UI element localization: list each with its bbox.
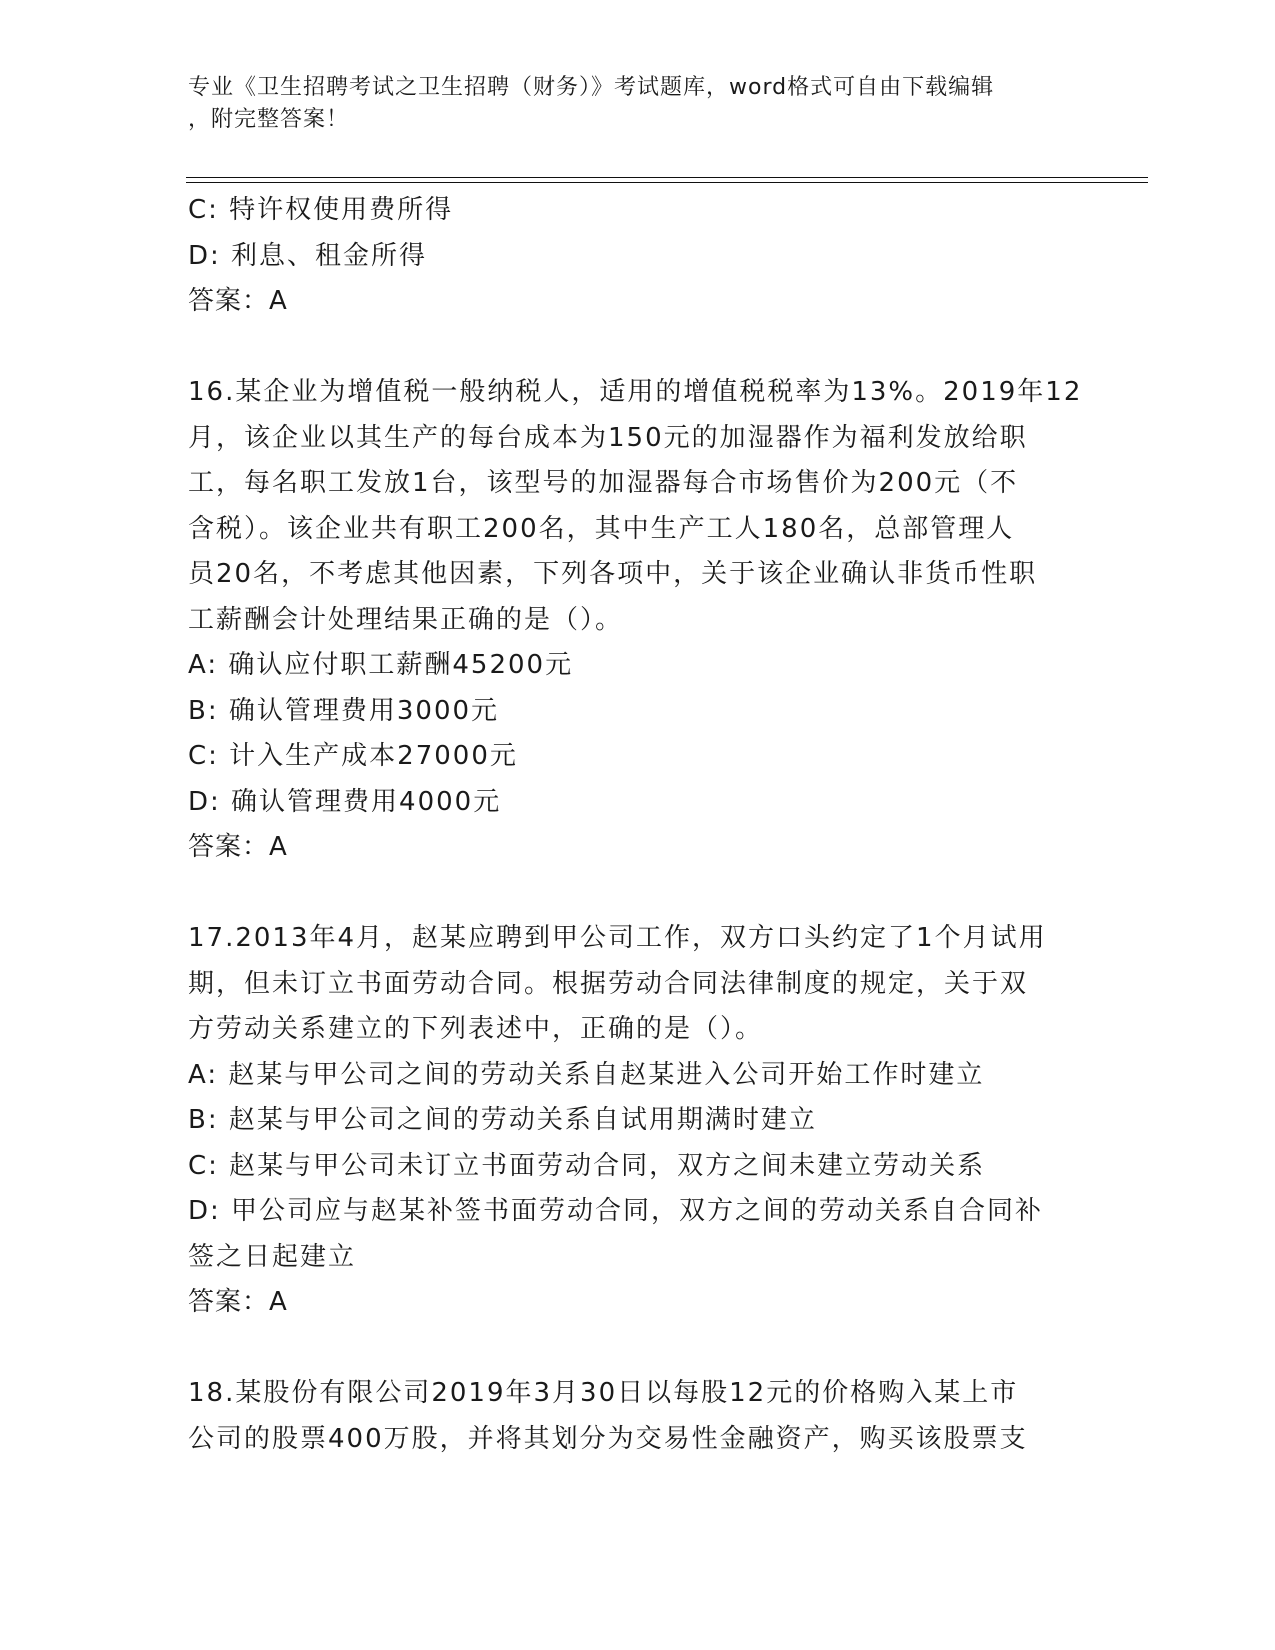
question-18-block <box>188 1371 1088 1462</box>
option-d: D: 利息、租金所得 <box>188 240 428 271</box>
option-a: A: 确认应付职工薪酬45200元 <box>188 650 574 680</box>
option-c: C: 赵某与甲公司未订立书面劳动合同，双方之间未建立劳动关系 <box>188 1150 986 1181</box>
question-16-line: 含税）。该企业共有职工200名，其中生产工人180名，总部管理人 <box>188 513 1015 544</box>
question-17-block <box>188 916 1088 1326</box>
question-16-line: 月，该企业以其生产的每台成本为150元的加湿器作为福利发放给职 <box>188 422 1028 453</box>
header-rule-bottom <box>186 182 1148 183</box>
question-17-line: 期，但未订立书面劳动合同。根据劳动合同法律制度的规定，关于双 <box>188 968 1029 999</box>
question-17-line: 17.2013年4月，赵某应聘到甲公司工作，双方口头约定了1个月试用 <box>188 923 1047 953</box>
question-16-line: 工，每名职工发放1台，该型号的加湿器每合市场售价为200元（不 <box>188 468 1019 498</box>
header-rule-top <box>186 177 1148 178</box>
option-a: A: 赵某与甲公司之间的劳动关系自赵某进入公司开始工作时建立 <box>188 1059 985 1090</box>
option-d: D: 确认管理费用4000元 <box>188 786 502 817</box>
option-b: B: 确认管理费用3000元 <box>188 695 500 726</box>
answer: 答案：A <box>188 832 288 862</box>
spacer <box>188 871 1088 917</box>
question-16-line: 工薪酬会计处理结果正确的是（）。 <box>188 604 624 635</box>
spacer <box>188 1326 1088 1372</box>
document-body <box>188 188 1088 1462</box>
question-16-line: 员20名，不考虑其他因素，下列各项中，关于该企业确认非货币性职 <box>188 559 1038 589</box>
question-18-line: 18.某股份有限公司2019年3月30日以每股12元的价格购入某上市 <box>188 1378 1019 1408</box>
question-17-line: 方劳动关系建立的下列表述中，正确的是（）。 <box>188 1014 764 1044</box>
option-c: C: 计入生产成本27000元 <box>188 741 518 771</box>
question-16-block <box>188 370 1088 871</box>
question-16-line: 16.某企业为增值税一般纳税人，适用的增值税税率为13%。2019年12 <box>188 377 1083 407</box>
option-d: D: 甲公司应与赵某补签书面劳动合同，双方之间的劳动关系自合同补 <box>188 1196 1044 1226</box>
option-c: C: 特许权使用费所得 <box>188 195 454 225</box>
prev-question-block <box>188 188 1088 325</box>
answer: 答案：A <box>188 286 288 316</box>
answer: 答案：A <box>188 1287 288 1317</box>
spacer <box>188 325 1088 371</box>
question-18-line: 公司的股票400万股，并将其划分为交易性金融资产，购买该股票支 <box>188 1423 1028 1454</box>
document-header <box>188 72 1068 136</box>
header-line-2: ，附完整答案！ <box>188 107 350 132</box>
option-b: B: 赵某与甲公司之间的劳动关系自试用期满时建立 <box>188 1105 817 1135</box>
option-d-continued: 签之日起建立 <box>188 1241 357 1272</box>
header-line-1: 专业《卫生招聘考试之卫生招聘（财务）》考试题库，word格式可自由下载编辑 <box>188 75 995 100</box>
